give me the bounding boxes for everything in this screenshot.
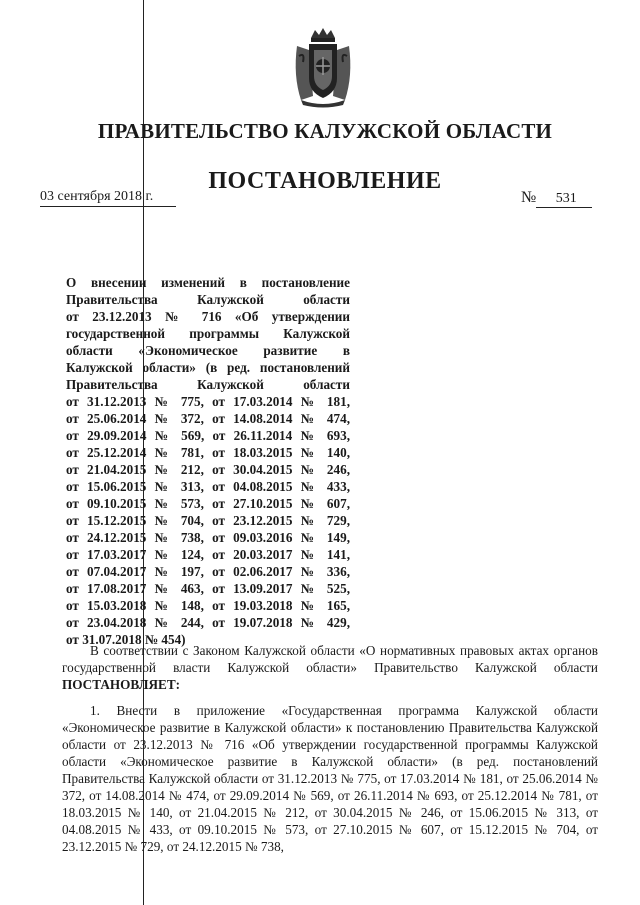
heading-line: от 24.12.2015 № 738, от 09.03.2016 № 149, (66, 530, 350, 545)
number-label: № (521, 189, 537, 206)
preamble-text: В соответствии с Законом Калужской области «О нормативных правовых актах органов государственной власти Калужской области» Правительство Калужской области (62, 643, 598, 675)
heading-line: от 25.12.2014 № 781, от 18.03.2015 № 140, (66, 445, 350, 460)
heading-line: от 31.07.2018 № 454) (66, 632, 186, 647)
document-date: 03 сентября 2018 г. (40, 189, 176, 207)
heading-line: от 15.12.2015 № 704, от 23.12.2015 № 729, (66, 513, 350, 528)
heading-line: от 17.03.2017 № 124, от 20.03.2017 № 141, (66, 547, 350, 562)
heading-line: О внесении изменений в постановление (66, 275, 350, 290)
heading-line: области «Экономическое развитие в (66, 343, 350, 358)
heading-line: от 25.06.2014 № 372, от 14.08.2014 № 474, (66, 411, 350, 426)
heading-line: от 15.06.2015 № 313, от 04.08.2015 № 433, (66, 479, 350, 494)
document-type-title: ПОСТАНОВЛЕНИЕ (208, 168, 442, 194)
item-1-paragraph: 1. Внести в приложение «Государственная программа Калужской области «Экономическое развитие в Калужской области» к постановлению Правительства Калужской области от 23.12.2013 № 716 «Об утверждении государственной программы Калужской области «Экономическое развитие в Калужской области» (в ред. постановлений Правительства Калужской области от 31.12.2013 № 775, от 17.03.2014 № 181, от 25.06.2014 № 372, от 14.08.2014 № 474, от 29.09.2014 № 569, от 26.11.2014 № 693, от 25.12.2014 № 781, от 18.03.2015 № 140, от 21.04.2015 № 212, от 30.04.2015 № 246, от 15.06.2015 № 313, от 04.08.2015 № 433, от 09.10.2015 № 573, от 27.10.2015 № 607, от 15.12.2015 № 704, от 23.12.2015 № 729, от 24.12.2015 № 738, (62, 703, 598, 854)
document-number (521, 189, 592, 208)
government-title: ПРАВИТЕЛЬСТВО КАЛУЖСКОЙ ОБЛАСТИ (97, 119, 553, 143)
heading-line: от 09.10.2015 № 573, от 27.10.2015 № 607, (66, 496, 350, 511)
heading-line: Правительства Калужской области (66, 377, 350, 392)
heading-line: от 23.04.2018 № 244, от 19.07.2018 № 429, (66, 615, 350, 630)
heading-line: от 21.04.2015 № 212, от 30.04.2015 № 246, (66, 462, 350, 477)
document-body (62, 642, 598, 855)
heading-line: Калужской области» (в ред. постановлений (66, 360, 350, 375)
heading-line: государственной программы Калужской (66, 326, 350, 341)
resolution-heading (66, 274, 350, 648)
heading-line: от 17.08.2017 № 463, от 13.09.2017 № 525, (66, 581, 350, 596)
heading-line: от 29.09.2014 № 569, от 26.11.2014 № 693, (66, 428, 350, 443)
heading-line: от 07.04.2017 № 197, от 02.06.2017 № 336, (66, 564, 350, 579)
preamble-paragraph (62, 642, 598, 693)
heading-line: от 31.12.2013 № 775, от 17.03.2014 № 181, (66, 394, 350, 409)
heading-line: Правительства Калужской области (66, 292, 350, 307)
heading-line: от 23.12.2013 № 716 «Об утверждении (66, 309, 350, 324)
decree-word: ПОСТАНОВЛЯЕТ: (62, 677, 181, 692)
heading-line: от 15.03.2018 № 148, от 19.03.2018 № 165, (66, 598, 350, 613)
kaluga-coat-of-arms-icon (291, 26, 355, 108)
number-value: 531 (536, 191, 592, 208)
